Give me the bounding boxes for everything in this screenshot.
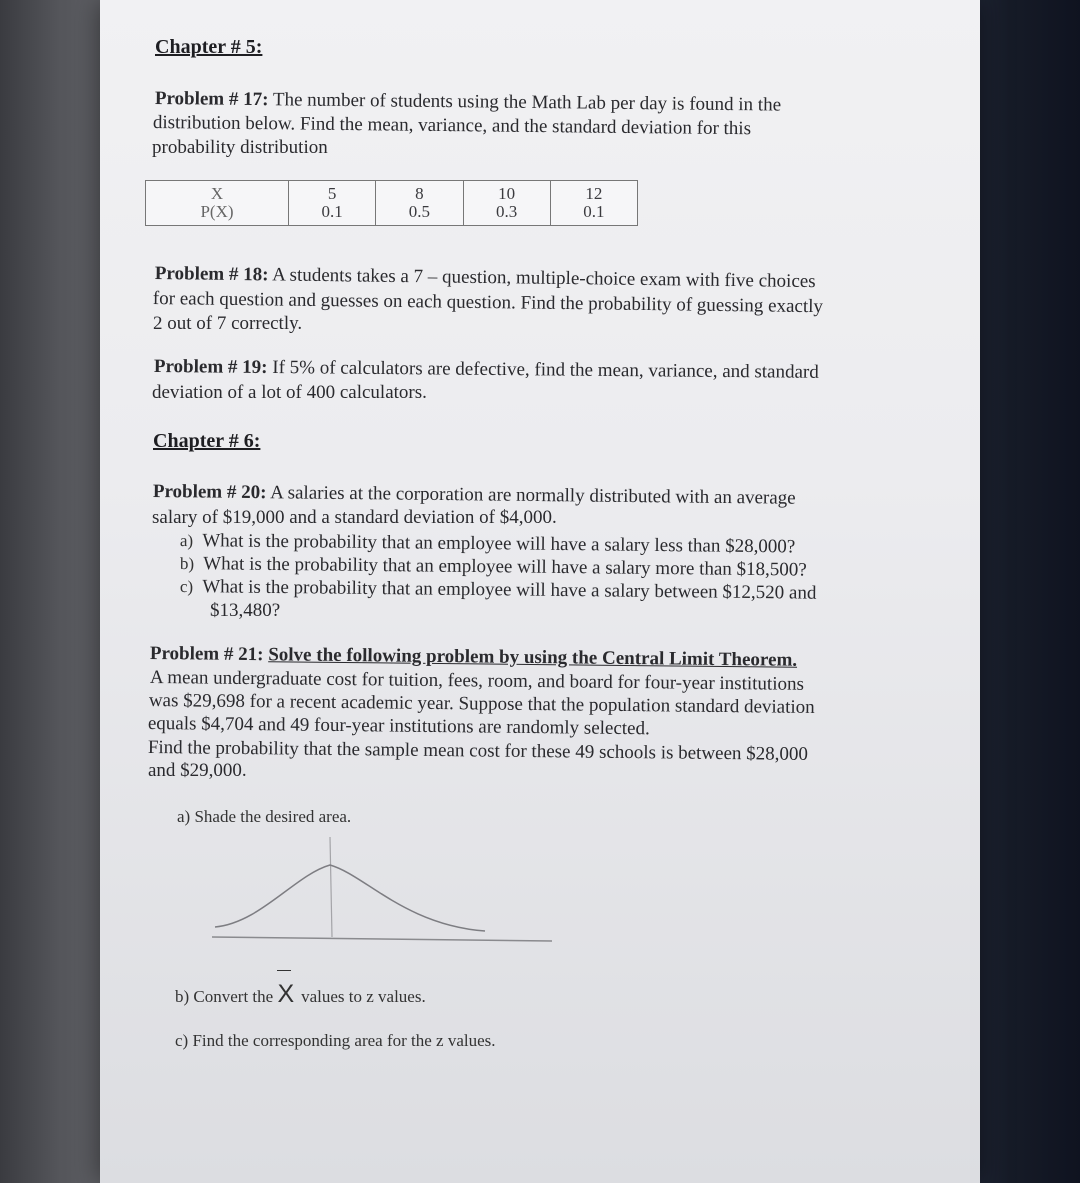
problem-17-text-1: The number of students using the Math Lab per day is found in the — [272, 89, 782, 116]
problem-18-text-1: A students takes a 7 – question, multiple-choice exam with five choices — [272, 264, 816, 293]
table-row — [146, 181, 638, 226]
problem-21-line-5: Find the probability that the sample mean cost for these 49 schools is between $28,000 — [147, 737, 809, 765]
item-marker: a) — [179, 530, 194, 551]
problem-21-line-4: equals $4,704 and 49 four-year institutions are randomly selected. — [147, 713, 650, 740]
problem-20-label: Problem # 20: — [152, 481, 267, 504]
problem-21-line-6: and $29,000. — [148, 760, 247, 781]
problem-18-line-2: for each question and guesses on each question. Find the probability of guessing exactly — [152, 288, 824, 318]
problem-21-label: Problem # 21: — [149, 643, 264, 666]
problem-21-line-2: A mean undergraduate cost for tuition, fees, room, and board for four-year institutions — [149, 667, 805, 695]
problem-19-line-2: deviation of a lot of 400 calculators. — [152, 382, 427, 403]
problem-19-text-1: If 5% of calculators are defective, find the mean, variance, and standard — [272, 357, 819, 383]
background-dark-edge — [970, 0, 1080, 1183]
item-marker: c) — [179, 576, 194, 597]
curve-baseline — [212, 937, 552, 941]
chapter-6-heading: Chapter # 6: — [153, 430, 261, 452]
table-cell — [463, 181, 550, 226]
p-value: 0.3 — [496, 202, 518, 221]
problem-18-line-3: 2 out of 7 correctly. — [153, 313, 303, 334]
item-text: What is the probability that an employee will have a salary less than $28,000? — [202, 530, 796, 558]
item-text: What is the probability that an employee will have a salary between $12,520 and — [202, 576, 817, 604]
normal-curve-sketch — [200, 835, 560, 975]
x-value: 12 — [585, 184, 603, 203]
xbar-symbol — [277, 980, 301, 1008]
part-b-prefix: b) Convert the — [175, 987, 274, 1006]
problem-21-part-a: a) Shade the desired area. — [177, 807, 352, 826]
bell-curve — [215, 865, 485, 931]
problem-17-line-2: distribution below. Find the mean, variance, and the standard deviation for this — [152, 112, 752, 140]
item-marker: b) — [179, 553, 195, 574]
problem-21-part-c: c) Find the corresponding area for the z values. — [175, 1031, 496, 1050]
curve-center-line — [330, 837, 332, 937]
table-row-labels — [146, 181, 289, 226]
document-page — [100, 0, 980, 1183]
x-value: 5 — [327, 184, 337, 203]
item-text: What is the probability that an employee will have a salary more than $18,500? — [203, 553, 807, 581]
problem-17-label: Problem # 17: — [154, 88, 269, 111]
table-cell — [376, 181, 463, 226]
problem-20-line-1 — [153, 481, 796, 510]
problem-21-line-3: was $29,698 for a recent academic year. Suppose that the population standard deviation — [148, 690, 815, 718]
xbar-letter: X — [277, 980, 295, 1008]
x-value: 10 — [498, 184, 516, 203]
px-row-label: P(X) — [200, 202, 234, 221]
problem-19-line-1 — [154, 356, 819, 384]
problem-20-item-c-cont: $13,480? — [210, 600, 281, 621]
xbar-overline — [277, 970, 291, 971]
probability-distribution-table — [145, 180, 638, 226]
table-cell — [289, 181, 376, 226]
x-value: 8 — [415, 184, 424, 203]
part-b-suffix: values to z values. — [301, 987, 426, 1006]
problem-17-line-3: probability distribution — [152, 137, 328, 158]
problem-20-line-2: salary of $19,000 and a standard deviation of $4,000. — [152, 507, 557, 528]
chapter-5-heading: Chapter # 5: — [155, 36, 263, 58]
p-value: 0.1 — [321, 202, 343, 221]
problem-21-instruction: Solve the following problem by using the Central Limit Theorem. — [268, 644, 798, 671]
table-cell — [550, 181, 637, 226]
problem-21-part-b — [175, 980, 426, 1008]
p-value: 0.1 — [583, 202, 605, 221]
problem-18-label: Problem # 18: — [154, 263, 269, 286]
problem-19-label: Problem # 19: — [153, 356, 268, 378]
p-value: 0.5 — [408, 202, 430, 221]
x-row-label: X — [210, 184, 224, 203]
problem-20-text-1: A salaries at the corporation are normally distributed with an average — [270, 482, 796, 509]
